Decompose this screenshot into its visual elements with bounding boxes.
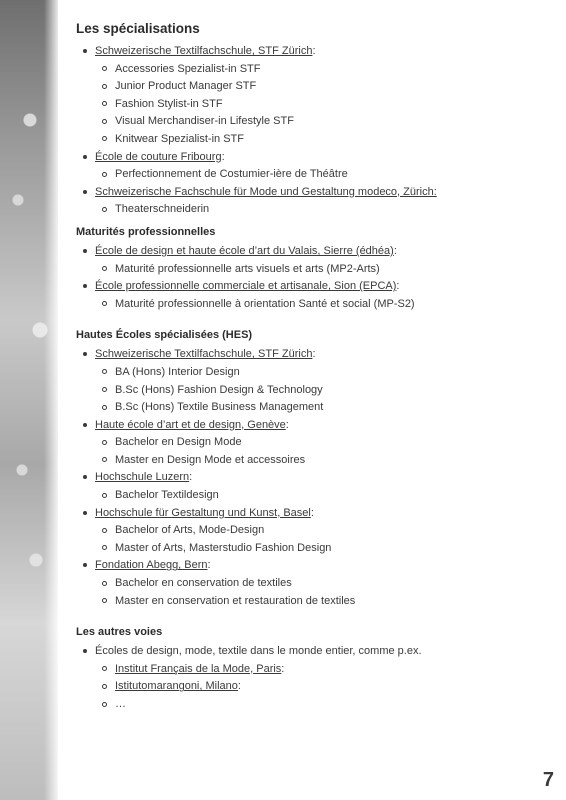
program-list	[95, 364, 546, 417]
circle-bullet-icon	[102, 207, 107, 212]
section-title-specialisations: Les spécialisations	[76, 21, 200, 36]
program-item	[95, 131, 546, 149]
suffix: :	[310, 506, 314, 519]
suffix: :	[393, 244, 397, 257]
school-item	[76, 43, 546, 149]
circle-bullet-icon	[102, 684, 107, 689]
circle-bullet-icon	[102, 493, 107, 498]
school-link[interactable]: École de design et haute école d’art du Valais, Sierre (édhéa)	[95, 244, 394, 257]
suffix: :	[237, 680, 241, 693]
program-label: Bachelor en Design Mode	[115, 436, 242, 449]
school-link[interactable]: Schweizerische Fachschule für Mode und Gestaltung modeco, Zürich:	[95, 185, 437, 198]
hes-list	[76, 346, 546, 610]
program-item	[95, 540, 546, 558]
program-label: Theaterschneiderin	[115, 203, 210, 216]
suffix: :	[312, 45, 316, 57]
school-item	[76, 346, 546, 416]
program-label: Visual Merchandiser-in Lifestyle STF	[115, 115, 294, 128]
bullet-icon	[83, 49, 87, 53]
program-item	[95, 399, 546, 417]
program-label: Bachelor of Arts, Mode-Design	[115, 524, 265, 537]
section-title-autres: Les autres voies	[76, 626, 163, 639]
program-list	[95, 487, 546, 505]
bullet-icon	[83, 475, 87, 479]
bullet-icon	[83, 563, 87, 567]
suffix: :	[207, 559, 211, 572]
circle-bullet-icon	[102, 702, 107, 707]
school-item	[76, 505, 546, 558]
specialisations-list	[76, 43, 546, 219]
circle-bullet-icon	[102, 405, 107, 410]
program-list	[95, 166, 546, 184]
program-list	[95, 61, 546, 149]
suffix: :	[189, 471, 193, 484]
example-item	[95, 661, 546, 679]
program-item	[95, 113, 546, 131]
ellipsis: …	[115, 698, 126, 710]
section-title-maturites: Maturités professionnelles	[76, 225, 216, 238]
maturites-list	[76, 243, 546, 313]
program-label: Master en conservation et restauration de textiles	[115, 594, 356, 607]
school-link[interactable]: Schweizerische Textilfachschule, STF Zürich	[95, 45, 313, 57]
school-item	[76, 557, 546, 610]
program-item	[95, 487, 546, 505]
circle-bullet-icon	[102, 66, 107, 71]
bullet-icon	[83, 511, 87, 515]
program-label: Knitwear Spezialist-in STF	[115, 132, 244, 145]
school-link[interactable]: Schweizerische Textilfachschule, STF Zürich	[95, 348, 313, 361]
program-list	[95, 522, 546, 557]
suffix: :	[221, 150, 225, 163]
program-item	[95, 575, 546, 593]
program-item	[95, 522, 546, 540]
program-label: BA (Hons) Interior Design	[115, 365, 240, 378]
program-label: B.Sc (Hons) Textile Business Management	[115, 401, 324, 414]
school-link[interactable]: Hochschule Luzern	[95, 471, 190, 484]
program-list	[95, 201, 546, 219]
circle-bullet-icon	[102, 101, 107, 106]
program-label: B.Sc (Hons) Fashion Design & Technology	[115, 383, 323, 396]
program-list	[95, 575, 546, 610]
bullet-icon	[83, 249, 87, 253]
school-item	[76, 469, 546, 504]
bullet-icon	[83, 284, 87, 288]
school-item	[76, 243, 546, 278]
school-item	[76, 417, 546, 470]
circle-bullet-icon	[102, 301, 107, 306]
program-item	[95, 61, 546, 79]
program-label: Master of Arts, Masterstudio Fashion Design	[115, 541, 332, 554]
bullet-icon	[83, 352, 87, 356]
program-list	[95, 434, 546, 469]
example-item	[95, 678, 546, 696]
circle-bullet-icon	[102, 266, 107, 271]
circle-bullet-icon	[102, 666, 107, 671]
program-item	[95, 364, 546, 382]
bullet-icon	[83, 190, 87, 194]
program-item	[95, 261, 546, 279]
suffix: :	[281, 662, 285, 675]
school-link[interactable]: École de couture Fribourg	[95, 150, 222, 163]
circle-bullet-icon	[102, 369, 107, 374]
circle-bullet-icon	[102, 545, 107, 550]
program-label: Perfectionnement de Costumier-ière de Théâtre	[115, 168, 348, 181]
circle-bullet-icon	[102, 581, 107, 586]
autres-list	[76, 643, 546, 713]
program-label: Maturité professionnelle arts visuels et arts (MP2-Arts)	[115, 262, 380, 275]
circle-bullet-icon	[102, 84, 107, 89]
circle-bullet-icon	[102, 387, 107, 392]
school-item	[76, 184, 546, 219]
circle-bullet-icon	[102, 528, 107, 533]
suffix: :	[285, 418, 289, 431]
program-item	[95, 452, 546, 470]
bullet-icon	[83, 155, 87, 159]
program-item	[95, 78, 546, 96]
program-item	[95, 593, 546, 611]
intro-item	[76, 643, 546, 713]
bullet-icon	[83, 649, 87, 653]
school-item	[76, 149, 546, 184]
school-examples-list	[95, 661, 546, 714]
program-item	[95, 296, 546, 314]
program-list	[95, 296, 546, 314]
program-label: Bachelor en conservation de textiles	[115, 577, 292, 590]
suffix: :	[396, 280, 400, 293]
program-label: Junior Product Manager STF	[115, 80, 257, 93]
decorative-side-image	[0, 0, 58, 800]
program-label: Fashion Stylist-in STF	[115, 97, 223, 110]
intro-label: Écoles de design, mode, textile dans le monde entier, comme p.ex.	[95, 645, 422, 658]
page-number: 7	[542, 769, 554, 791]
program-item	[95, 434, 546, 452]
circle-bullet-icon	[102, 172, 107, 177]
program-label: Maturité professionnelle à orientation Santé et social (MP-S2)	[115, 297, 415, 310]
circle-bullet-icon	[102, 598, 107, 603]
school-link[interactable]: Fondation Abegg, Bern	[95, 559, 208, 572]
school-link[interactable]: Istitutomarangoni, Milano	[115, 680, 238, 693]
program-label: Master en Design Mode et accessoires	[115, 453, 306, 466]
section-title-hes: Hautes Écoles spécialisées (HES)	[76, 329, 253, 342]
program-item	[95, 382, 546, 400]
page-content	[76, 20, 546, 714]
circle-bullet-icon	[102, 136, 107, 141]
school-item	[76, 278, 546, 313]
school-link[interactable]: Institut Français de la Mode, Paris	[115, 662, 282, 675]
suffix: :	[312, 348, 316, 361]
school-link[interactable]: Haute école d’art et de design, Genève	[95, 418, 286, 431]
school-link[interactable]: École professionnelle commerciale et artisanale, Sion (EPCA)	[95, 280, 397, 293]
program-label: Accessories Spezialist-in STF	[115, 62, 261, 75]
circle-bullet-icon	[102, 457, 107, 462]
bullet-icon	[83, 423, 87, 427]
program-item	[95, 96, 546, 114]
program-item	[95, 201, 546, 219]
example-item	[95, 696, 546, 714]
circle-bullet-icon	[102, 119, 107, 124]
program-list	[95, 261, 546, 279]
school-link[interactable]: Hochschule für Gestaltung und Kunst, Basel	[95, 506, 311, 519]
program-item	[95, 166, 546, 184]
circle-bullet-icon	[102, 440, 107, 445]
program-label: Bachelor Textildesign	[115, 489, 219, 502]
